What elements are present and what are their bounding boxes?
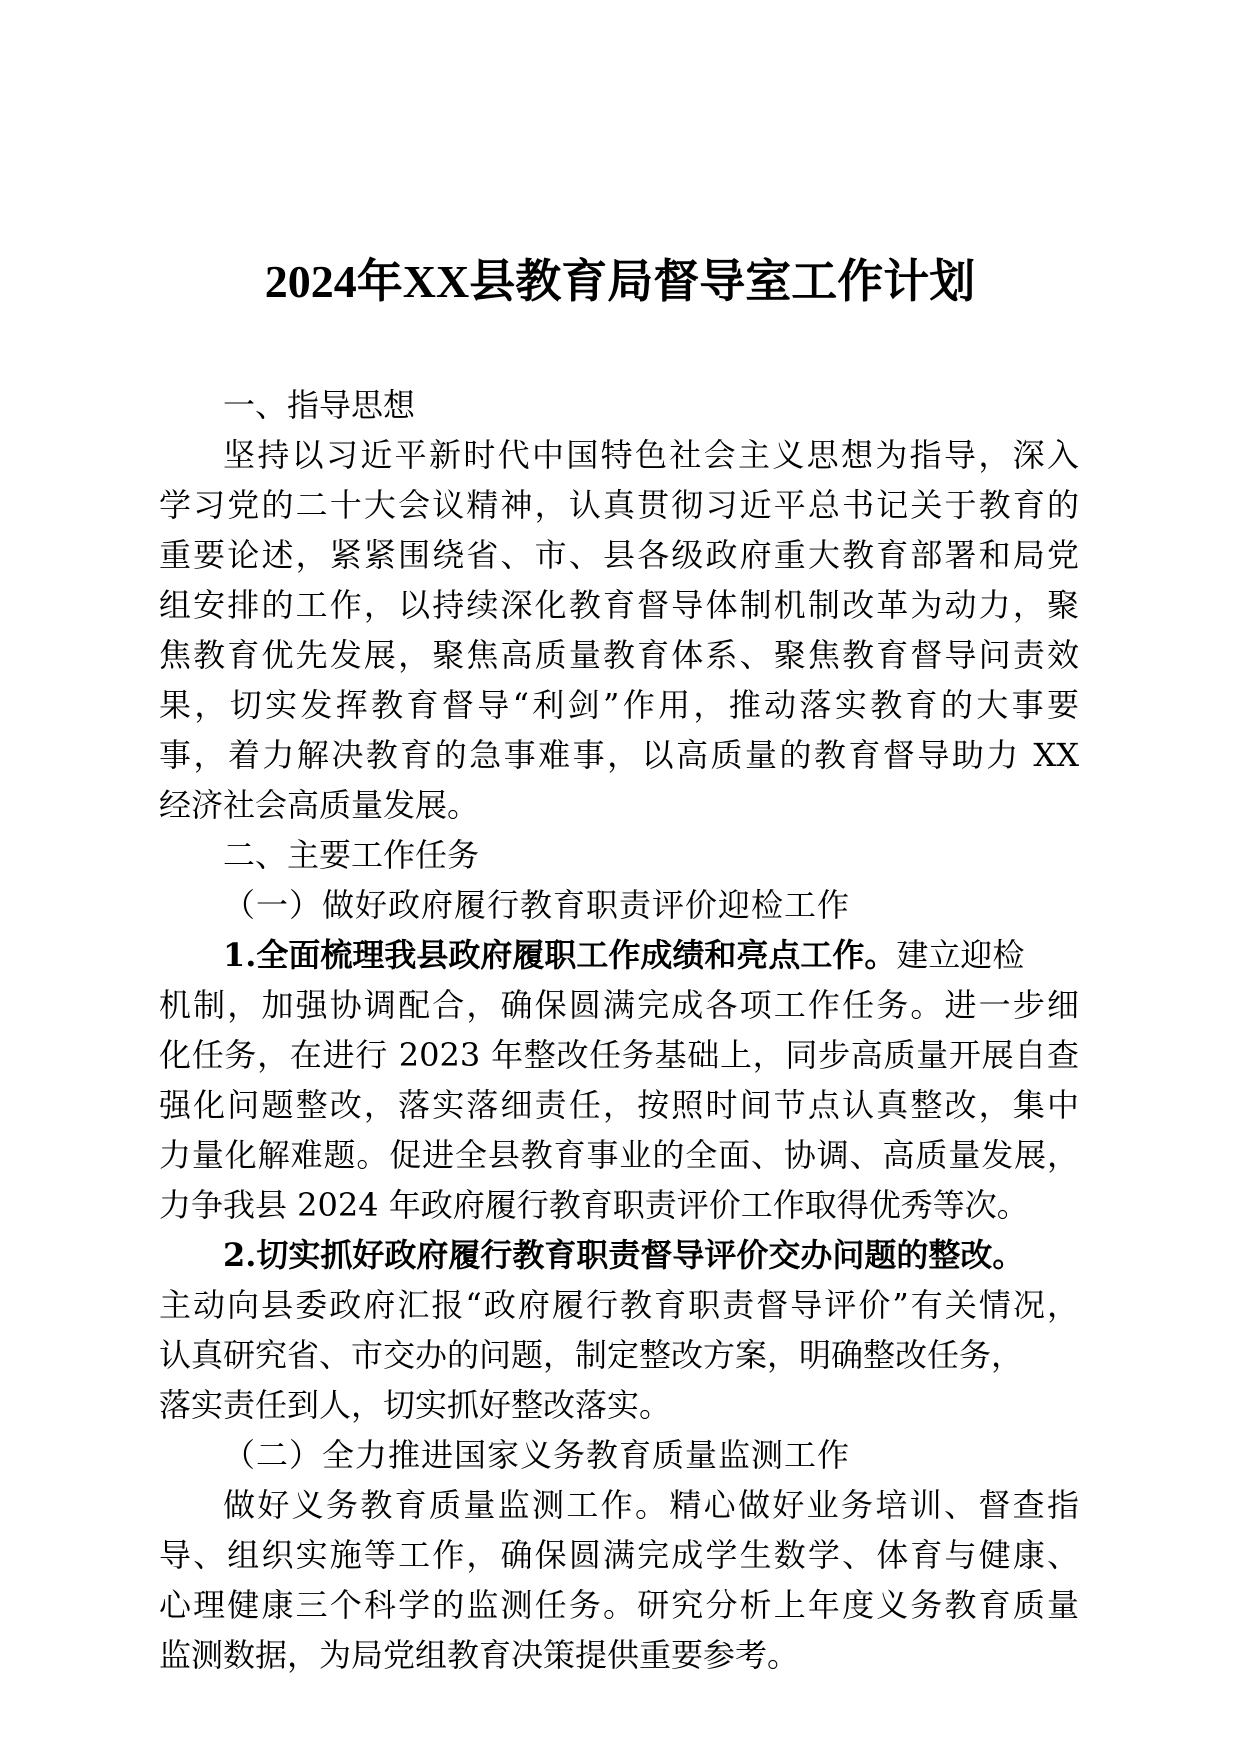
paragraph-line: 重要论述，紧紧围绕省、市、县各级政府重大教育部署和局党: [159, 536, 1079, 574]
paragraph-line: 坚持以习近平新时代中国特色社会主义思想为指导，深入: [223, 436, 1079, 474]
paragraph-line: 做好义务教育质量监测工作。精心做好业务培训、督查指: [223, 1486, 1079, 1524]
paragraph-line: 强化问题整改，落实落细责任，按照时间节点认真整改，集中: [159, 1086, 1079, 1124]
paragraph-line: 力争我县 2024 年政府履行教育职责评价工作取得优秀等次。: [159, 1186, 1029, 1224]
paragraph-line: 焦教育优先发展，聚焦高质量教育体系、聚焦教育督导问责效: [159, 636, 1079, 674]
item-1-bold-heading: 1.全面梳理我县政府履职工作成绩和亮点工作。: [223, 936, 897, 974]
paragraph-line: 事，着力解决教育的急事难事，以高质量的教育督导助力 XX: [159, 736, 1079, 774]
paragraph-line: 机制，加强协调配合，确保圆满完成各项工作任务。进一步细: [159, 986, 1079, 1024]
document-title: 2024年XX县教育局督导室工作计划: [264, 256, 976, 307]
subsection-heading-1: （一）做好政府履行教育职责评价迎检工作: [223, 886, 851, 924]
item-2-bold-heading: 2.切实抓好政府履行教育职责督导评价交办问题的整改。: [223, 1236, 1025, 1274]
paragraph-line: 落实责任到人，切实抓好整改落实。: [159, 1386, 672, 1424]
paragraph-line: 学习党的二十大会议精神，认真贯彻习近平总书记关于教育的: [159, 486, 1079, 524]
item-1-first-rest: 建立迎检: [896, 936, 1025, 974]
section-heading-guiding-ideology: 一、指导思想: [223, 386, 416, 424]
subsection-heading-2: （二）全力推进国家义务教育质量监测工作: [223, 1436, 851, 1474]
paragraph-line: 导、组织实施等工作，确保圆满完成学生数学、体育与健康、: [159, 1536, 1079, 1574]
paragraph-line: 监测数据，为局党组教育决策提供重要参考。: [159, 1636, 800, 1674]
paragraph-line: 经济社会高质量发展。: [159, 786, 480, 824]
paragraph-line: 组安排的工作，以持续深化教育督导体制机制改革为动力，聚: [159, 586, 1079, 624]
paragraph-line: 认真研究省、市交办的问题，制定整改方案，明确整改任务，: [159, 1336, 1024, 1374]
paragraph-line: 化任务，在进行 2023 年整改任务基础上，同步高质量开展自查: [159, 1036, 1079, 1074]
section-heading-main-tasks: 二、主要工作任务: [223, 836, 480, 874]
paragraph-line: 心理健康三个科学的监测任务。研究分析上年度义务教育质量: [159, 1586, 1079, 1624]
paragraph-line: 果，切实发挥教育督导“利剑”作用，推动落实教育的大事要: [159, 686, 1079, 724]
document-body: [159, 380, 1079, 1680]
paragraph-line: 主动向县委政府汇报“政府履行教育职责督导评价”有关情况，: [159, 1286, 1079, 1324]
paragraph-line: 力量化解难题。促进全县教育事业的全面、协调、高质量发展，: [159, 1136, 1079, 1174]
item-1-first-line: [159, 930, 1079, 980]
